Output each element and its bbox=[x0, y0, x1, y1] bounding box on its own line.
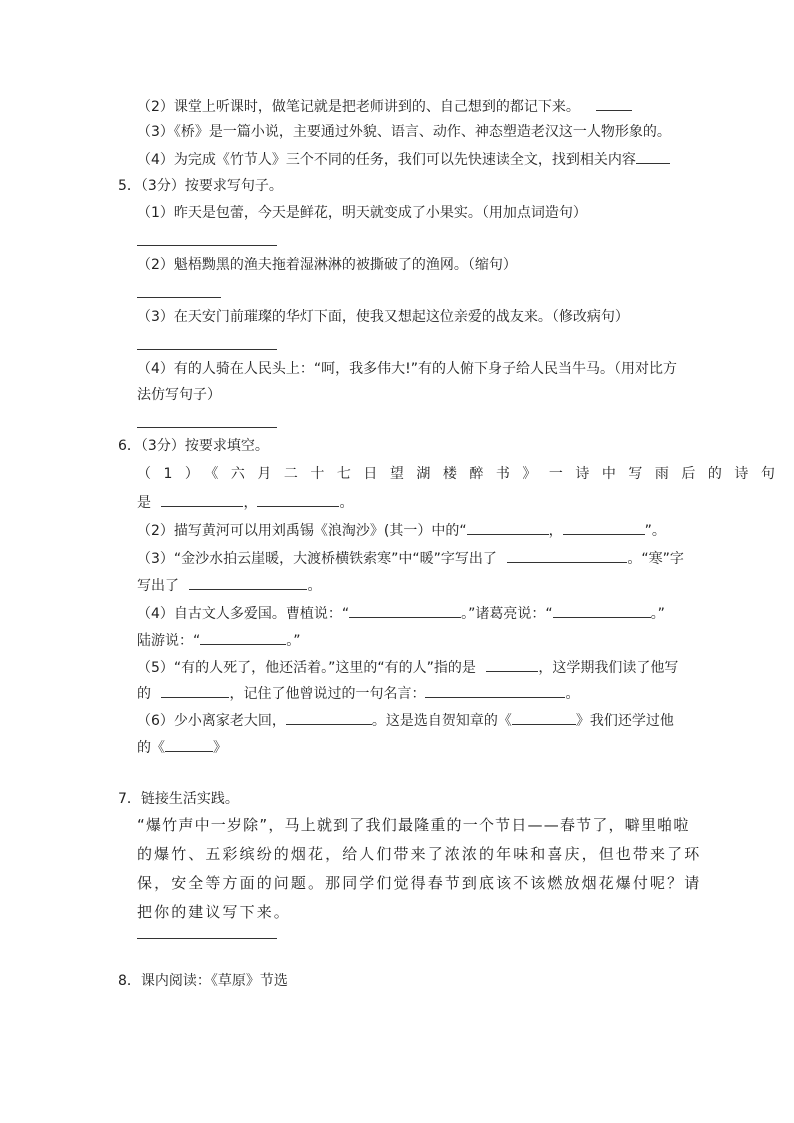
answer-blank[interactable] bbox=[349, 603, 461, 618]
q4-item-2: （2）课堂上听课时，做笔记就是把老师讲到的、自己想到的都记下来。 bbox=[137, 96, 632, 117]
q6-title: 6．（3分）按要求填空。 bbox=[118, 438, 269, 454]
q7-paragraph-line-1: “爆竹声中一岁除”，马上就到了我们最隆重的一个节日——春节了，噼里啪啦 bbox=[137, 816, 690, 834]
q5-item-2: （2）魁梧黝黑的渔夫拖着湿淋淋的被撕破了的渔网。（缩句） bbox=[137, 257, 517, 273]
answer-line[interactable] bbox=[137, 297, 221, 298]
answer-blank[interactable] bbox=[636, 149, 670, 164]
q8-title: 8．课内阅读：《草原》节选 bbox=[118, 973, 288, 989]
q6-item-1-line-1: （1）《六月二十七日望湖楼醉书》一诗中写雨后的诗句 bbox=[137, 466, 788, 482]
answer-blank[interactable] bbox=[553, 603, 651, 618]
q7-paragraph-line-3: 保，安全等方面的问题。那同学们觉得春节到底该不该燃放烟花爆付呢？请 bbox=[137, 874, 702, 892]
answer-line[interactable] bbox=[137, 427, 277, 428]
answer-line[interactable] bbox=[137, 938, 277, 939]
q5-title: 5．（3分）按要求写句子。 bbox=[118, 178, 283, 194]
answer-blank[interactable] bbox=[189, 575, 307, 590]
q7-paragraph-line-4: 把你的建议写下来。 bbox=[137, 903, 291, 921]
q5-item-1: （1）昨天是包蕾，今天是鲜花，明天就变成了小果实。（用加点词造句） bbox=[137, 205, 587, 221]
answer-blank[interactable] bbox=[286, 710, 372, 725]
q6-item-4-line-1: （4）自古文人多爱国。曹植说：“ 。”诸葛亮说：“ 。” bbox=[137, 603, 665, 624]
q6-item-6-line-2: 的《 》 bbox=[137, 737, 227, 758]
answer-blank[interactable] bbox=[596, 96, 632, 111]
answer-blank[interactable] bbox=[200, 630, 286, 645]
answer-blank[interactable] bbox=[165, 737, 213, 752]
q6-item-3-line-2: 写出了 。 bbox=[137, 575, 321, 596]
answer-blank[interactable] bbox=[467, 520, 549, 535]
q7-paragraph-line-2: 的爆竹、五彩缤纷的烟花，给人们带来了浓浓的年味和喜庆，但也带来了环 bbox=[137, 845, 702, 863]
q6-item-2: （2）描写黄河可以用刘禹锡《浪淘沙》(其一）中的“ ， ”。 bbox=[137, 520, 666, 541]
answer-blank[interactable] bbox=[512, 710, 576, 725]
q5-item-4-line-2: 法仿写句子） bbox=[137, 387, 221, 403]
answer-blank[interactable] bbox=[161, 492, 243, 507]
q4-item-4: （4）为完成《竹节人》三个不同的任务，我们可以先快速读全文，找到相关内容 bbox=[137, 149, 670, 170]
q5-item-3: （3）在天安门前璀璨的华灯下面，使我又想起这位亲爱的战友来。（修改病句） bbox=[137, 309, 629, 325]
answer-line[interactable] bbox=[137, 245, 277, 246]
q6-item-1-line-2: 是 ， 。 bbox=[137, 492, 353, 513]
q6-item-3-line-1: （3）“金沙水拍云崖暖，大渡桥横铁索寒”中“暖”字写出了 。“寒”字 bbox=[137, 548, 684, 569]
answer-line[interactable] bbox=[137, 349, 277, 350]
answer-blank[interactable] bbox=[507, 548, 627, 563]
answer-blank[interactable] bbox=[563, 520, 645, 535]
q6-item-4-line-2: 陆游说：“ 。” bbox=[137, 630, 301, 651]
answer-blank[interactable] bbox=[486, 657, 538, 672]
answer-blank[interactable] bbox=[161, 683, 229, 698]
q6-item-5-line-2: 的 ，记住了他曾说过的一句名言： 。 bbox=[137, 683, 579, 704]
q6-item-5-line-1: （5）“有的人死了，他还活着。”这里的“有的人”指的是 ，这学期我们读了他写 bbox=[137, 657, 678, 678]
q7-title: 7．链接生活实践。 bbox=[118, 791, 239, 807]
q5-item-4-line-1: （4）有的人骑在人民头上：“呵，我多伟大!”有的人俯下身子给人民当牛马。（用对比方 bbox=[137, 361, 678, 377]
q6-item-6-line-1: （6）少小离家老大回， 。这是选自贺知章的《 》我们还学过他 bbox=[137, 710, 674, 731]
q4-item-3: （3）《桥》是一篇小说，主要通过外貌、语言、动作、神态塑造老汉这一人物形象的。 bbox=[137, 124, 671, 140]
answer-blank[interactable] bbox=[257, 492, 339, 507]
answer-blank[interactable] bbox=[425, 683, 565, 698]
